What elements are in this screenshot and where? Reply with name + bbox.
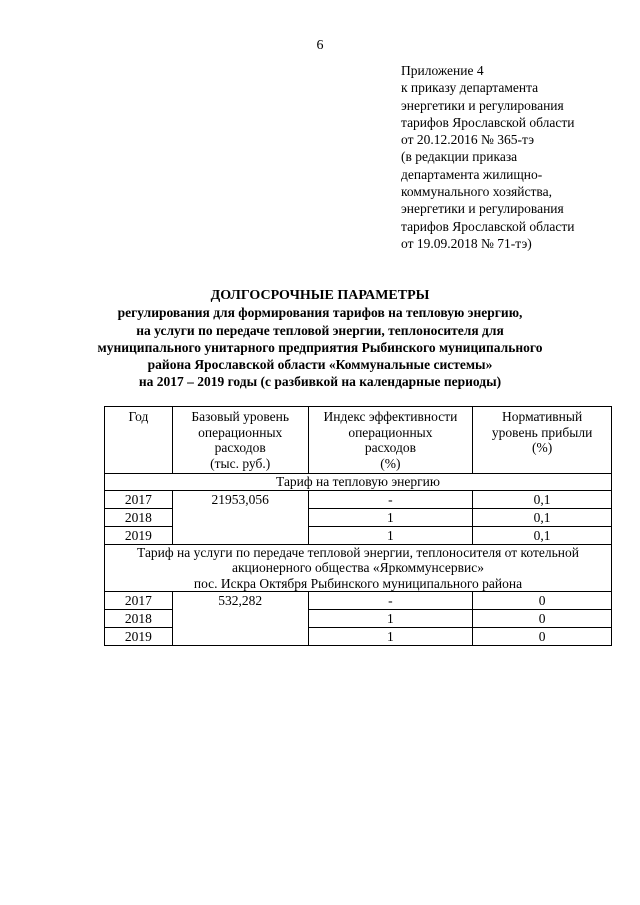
cell-year: 2018 <box>105 508 173 526</box>
section-title-heat: Тариф на тепловую энергию <box>105 474 612 491</box>
appendix-line: тарифов Ярославской области <box>401 218 575 234</box>
subtitle-line: на 2017 – 2019 годы (с разбивкой на календарные периоды) <box>138 374 502 390</box>
header-year: Год <box>105 407 173 474</box>
subtitle-line: регулирования для формирования тарифов на тепловую энергию, <box>117 305 523 321</box>
cell-base-level: 21953,056 <box>172 490 308 544</box>
section-row <box>105 474 612 491</box>
appendix-line: к приказу департамента <box>401 80 539 96</box>
subtitle-line: муниципального унитарного предприятия Рыбинского муниципального <box>97 339 543 355</box>
page-number: 6 <box>316 38 324 53</box>
header-base-level: Базовый уровень операционных расходов (тыс. руб.) <box>172 407 308 474</box>
cell-year: 2018 <box>105 610 173 628</box>
section-row <box>105 544 612 592</box>
header-efficiency-index: Индекс эффективности операционных расходов (%) <box>308 407 473 474</box>
cell-base-level: 532,282 <box>172 592 308 646</box>
table-row <box>105 592 612 610</box>
appendix-header <box>401 62 626 252</box>
cell-index: 1 <box>308 526 473 544</box>
cell-index: 1 <box>308 508 473 526</box>
cell-year: 2017 <box>105 490 173 508</box>
cell-index: - <box>308 592 473 610</box>
table-header-row <box>105 407 612 474</box>
appendix-line: коммунального хозяйства, <box>401 184 552 200</box>
cell-index: 1 <box>308 628 473 646</box>
cell-index: 1 <box>308 610 473 628</box>
appendix-line: от 19.09.2018 № 71-тэ) <box>401 235 532 251</box>
cell-year: 2017 <box>105 592 173 610</box>
cell-profit: 0,1 <box>473 508 612 526</box>
subtitle-line: на услуги по передаче тепловой энергии, теплоносителя для <box>136 322 504 338</box>
cell-profit: 0 <box>473 592 612 610</box>
cell-year: 2019 <box>105 628 173 646</box>
appendix-line: от 20.12.2016 № 365-тэ <box>401 132 535 148</box>
appendix-line: энергетики и регулирования <box>401 201 564 217</box>
parameters-table <box>104 406 612 646</box>
cell-profit: 0,1 <box>473 490 612 508</box>
section-title-transmission: Тариф на услуги по передаче тепловой энергии, теплоносителя от котельной акционерного общества «Яркоммунсервис» пос. Искра Октября Рыбинского муниципального района <box>105 544 612 592</box>
cell-profit: 0,1 <box>473 526 612 544</box>
cell-profit: 0 <box>473 610 612 628</box>
document-title: ДОЛГОСРОЧНЫЕ ПАРАМЕТРЫ <box>210 288 430 303</box>
cell-year: 2019 <box>105 526 173 544</box>
subtitle-line: района Ярославской области «Коммунальные системы» <box>147 357 493 373</box>
appendix-line: департамента жилищно- <box>401 166 543 182</box>
table-row <box>105 490 612 508</box>
appendix-line: Приложение 4 <box>401 63 484 78</box>
appendix-line: тарифов Ярославской области <box>401 114 575 130</box>
appendix-line: (в редакции приказа <box>401 149 518 165</box>
appendix-line: энергетики и регулирования <box>401 97 564 113</box>
cell-index: - <box>308 490 473 508</box>
cell-profit: 0 <box>473 628 612 646</box>
header-profit-level: Нормативный уровень прибыли (%) <box>473 407 612 474</box>
document-title-block <box>60 287 580 391</box>
